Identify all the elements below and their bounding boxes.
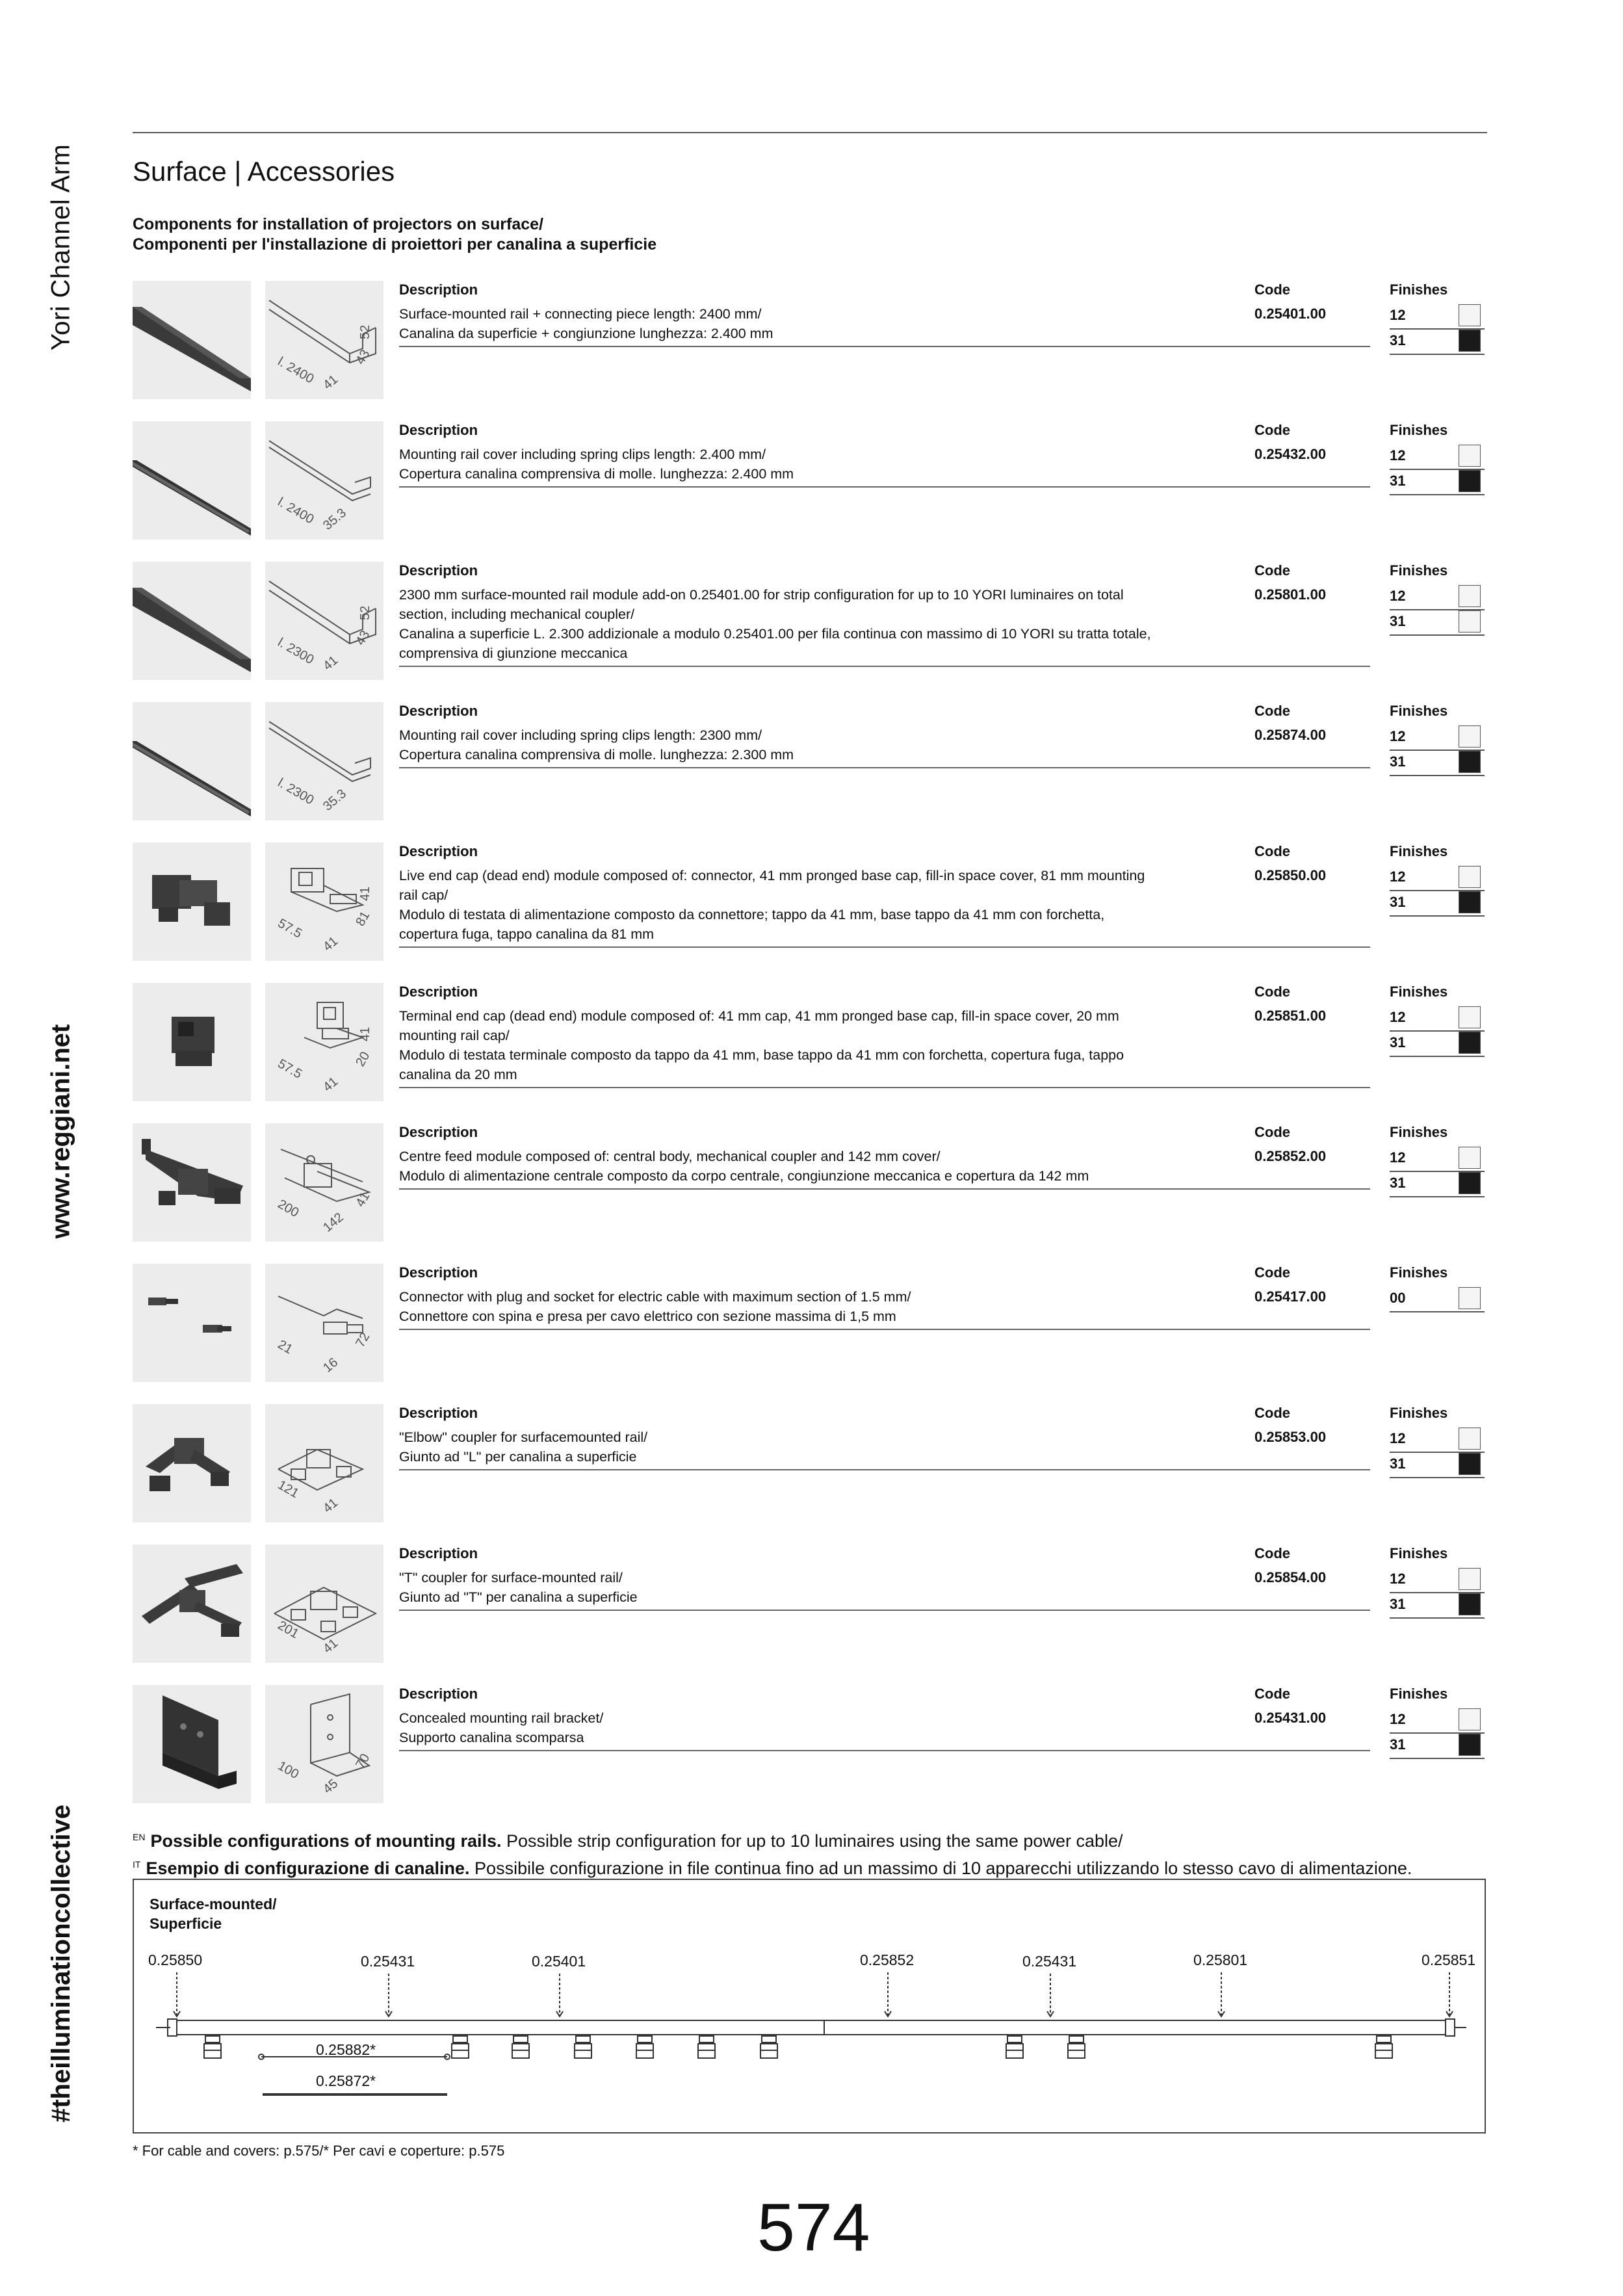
description-text [399, 1287, 1238, 1326]
rail-photo [133, 281, 251, 399]
finish-swatch [1459, 1172, 1481, 1194]
code-block [1254, 1123, 1326, 1166]
product-row [133, 1404, 1487, 1524]
dimension-label: 201 [275, 1618, 302, 1642]
description-line: Supporto canalina scomparsa [399, 1730, 584, 1745]
finish-option [1390, 1428, 1485, 1453]
finish-option [1390, 445, 1485, 470]
description-line: Surface-mounted rail + connecting piece length: 2400 mm/ [399, 306, 762, 322]
product-code: 0.25401.00 [1254, 306, 1327, 322]
finish-option [1390, 470, 1485, 495]
finish-swatch [1459, 1287, 1481, 1309]
side-hashtag: #theilluminationcollective [46, 1804, 75, 2122]
description-block [399, 1545, 1374, 1607]
dimension-label: 41 [320, 1636, 341, 1656]
finish-swatch [1459, 1453, 1481, 1475]
code-header: Code [1254, 562, 1290, 579]
description-line: Modulo di testata di alimentazione composto da connettore; tappo da 41 mm, base tappo da 41 mm con forchetta, [399, 907, 1105, 922]
dimension-label: 57.5 [275, 916, 305, 941]
code-block [1254, 842, 1326, 885]
finish-code: 31 [1390, 1596, 1406, 1612]
config-label-4: 0.25431 [1022, 1953, 1077, 1970]
finishes-block [1390, 281, 1485, 355]
terminal-drawing [265, 983, 383, 1101]
finish-code: 31 [1390, 1175, 1406, 1191]
description-line: copertura fuga, tappo canalina da 81 mm [399, 926, 655, 942]
finish-swatch [1459, 1568, 1481, 1590]
dimension-label: 35.3 [320, 786, 350, 814]
product-code: 0.25432.00 [1254, 446, 1327, 462]
finish-code: 12 [1390, 1571, 1406, 1587]
connector-photo [133, 1264, 251, 1382]
finishes-header: Finishes [1390, 1124, 1448, 1140]
dimension-label: 35.3 [320, 505, 350, 533]
code-header: Code [1254, 1264, 1290, 1281]
finishes-header: Finishes [1390, 1686, 1448, 1702]
description-block [399, 1685, 1374, 1747]
dimension-label: 52 [358, 605, 372, 620]
description-block [399, 281, 1374, 343]
dimension-label: 20 [353, 1049, 373, 1069]
dimension-label: 43 [353, 628, 373, 648]
finishes-header: Finishes [1390, 984, 1448, 1000]
description-rule [399, 1087, 1370, 1088]
code-header: Code [1254, 1686, 1290, 1702]
dimension-label: 41 [320, 1074, 341, 1095]
finish-code: 12 [1390, 307, 1406, 323]
description-text [399, 1708, 1238, 1747]
description-line: "Elbow" coupler for surfacemounted rail/ [399, 1429, 648, 1445]
tee-drawing [265, 1545, 383, 1663]
description-line: Connettore con spina e presa per cavo elettrico con sezione massima di 1,5 mm [399, 1309, 896, 1324]
product-row [133, 842, 1487, 962]
finishes-block [1390, 562, 1485, 636]
finish-swatch [1459, 1428, 1481, 1450]
description-line: Modulo di testata terminale composto da tappo da 41 mm, base tappo da 41 mm con forchetta, copertura fuga, tappo [399, 1047, 1124, 1063]
side-website[interactable]: www.reggiani.net [46, 1024, 75, 1238]
luminaire-2 [452, 2036, 469, 2058]
dimension-label: 57.5 [275, 1056, 305, 1082]
code-header: Code [1254, 422, 1290, 438]
product-code: 0.25874.00 [1254, 727, 1327, 743]
description-line: "T" coupler for surface-mounted rail/ [399, 1570, 623, 1585]
finish-option [1390, 585, 1485, 610]
description-block [399, 702, 1374, 764]
dimension-label: 41 [320, 653, 341, 673]
dimension-label: 41 [358, 886, 372, 901]
code-header: Code [1254, 281, 1290, 298]
description-line: comprensiva di giunzione meccanica [399, 646, 628, 661]
rail-drawing [265, 562, 383, 680]
luminaire-8 [1006, 2036, 1023, 2058]
product-code: 0.25851.00 [1254, 1008, 1327, 1024]
luminaire-9 [1068, 2036, 1085, 2058]
cover-photo [133, 421, 251, 540]
connector-drawing [265, 1264, 383, 1382]
finish-swatch [1459, 891, 1481, 913]
finish-code: 12 [1390, 1711, 1406, 1727]
product-code: 0.25850.00 [1254, 867, 1327, 883]
finish-swatch [1459, 304, 1481, 326]
description-line: rail cap/ [399, 887, 448, 903]
finish-option [1390, 304, 1485, 330]
description-rule [399, 486, 1370, 488]
finish-swatch [1459, 585, 1481, 607]
code-block [1254, 281, 1326, 324]
finish-option [1390, 1032, 1485, 1057]
code-header: Code [1254, 1405, 1290, 1421]
product-row [133, 1685, 1487, 1805]
dimension-label: l. 2300 [275, 635, 317, 668]
dimension-label: 43 [353, 347, 373, 367]
code-block [1254, 702, 1326, 745]
finish-option [1390, 1006, 1485, 1032]
config-en: $^{EN}$ Possible configurations of mounting rails. Possible strip configuration for up to 10 luminaires using the same power cable/ [133, 1831, 1123, 1851]
finishes-block [1390, 1404, 1485, 1478]
dimension-label: 72 [353, 1330, 373, 1350]
endcap-drawing [265, 842, 383, 961]
description-block [399, 983, 1374, 1084]
config-label-1: 0.25431 [361, 1953, 415, 1970]
config-rail-drawing [134, 1880, 1485, 2132]
finish-option [1390, 1708, 1485, 1734]
dimension-label: 121 [275, 1478, 302, 1502]
luminaire-7 [760, 2036, 777, 2058]
finish-swatch [1459, 725, 1481, 748]
code-header: Code [1254, 1124, 1290, 1140]
finish-code: 12 [1390, 447, 1406, 463]
dimension-label: 45 [320, 1776, 341, 1797]
description-header: Description [399, 1405, 478, 1421]
description-line: Mounting rail cover including spring clips length: 2300 mm/ [399, 727, 762, 743]
description-header: Description [399, 703, 478, 719]
product-code: 0.25853.00 [1254, 1429, 1327, 1445]
finish-swatch [1459, 445, 1481, 467]
finish-code: 31 [1390, 753, 1406, 770]
code-header: Code [1254, 703, 1290, 719]
description-line: section, including mechanical coupler/ [399, 607, 635, 622]
luminaire-3 [512, 2036, 529, 2058]
description-line: Concealed mounting rail bracket/ [399, 1710, 604, 1726]
description-line: Canalina da superficie + congiunzione lunghezza: 2.400 mm [399, 326, 773, 341]
config-label-5: 0.25801 [1193, 1951, 1248, 1968]
finishes-block [1390, 702, 1485, 776]
description-header: Description [399, 1686, 478, 1702]
description-line: Copertura canalina comprensiva di molle. lunghezza: 2.400 mm [399, 466, 794, 482]
config-description [133, 1825, 1498, 1880]
description-header: Description [399, 562, 478, 579]
dimension-label: 41 [320, 372, 341, 393]
description-header: Description [399, 843, 478, 859]
dimension-label: 142 [320, 1210, 346, 1235]
finish-swatch [1459, 1593, 1481, 1615]
cable-label: 0.25882* [316, 2041, 376, 2058]
config-it: $^{IT}$ Esempio di configurazione di canaline. Possibile configurazione in file continua fino ad un massimo di 10 apparecchi utilizzando lo stesso cavo di alimentazione. [133, 1859, 1412, 1878]
section-subtitle [133, 215, 656, 255]
description-text [399, 725, 1238, 764]
description-line: Terminal end cap (dead end) module composed of: 41 mm cap, 41 mm pronged base cap, fill-in space cover, 20 mm [399, 1008, 1119, 1024]
description-rule [399, 1188, 1370, 1190]
luminaire-10 [1375, 2036, 1392, 2058]
finish-swatch [1459, 1006, 1481, 1028]
description-rule [399, 767, 1370, 768]
description-header: Description [399, 1264, 478, 1281]
description-block [399, 421, 1374, 484]
cover-label: 0.25872* [316, 2072, 376, 2089]
product-code: 0.25854.00 [1254, 1569, 1327, 1585]
bracket-photo [133, 1685, 251, 1803]
dimension-label: 52 [358, 324, 372, 339]
rail-photo [133, 562, 251, 680]
finish-swatch [1459, 1147, 1481, 1169]
dimension-label: 70 [353, 1751, 373, 1771]
finishes-header: Finishes [1390, 281, 1448, 298]
finish-option [1390, 1568, 1485, 1593]
product-code: 0.25852.00 [1254, 1148, 1327, 1164]
finish-swatch [1459, 1734, 1481, 1756]
description-block [399, 562, 1374, 663]
finish-code: 12 [1390, 1430, 1406, 1446]
config-label-0: 0.25850 [148, 1951, 203, 1968]
config-box-label: Surface-mounted/ Superficie [149, 1896, 277, 1932]
finish-code: 12 [1390, 1149, 1406, 1166]
finish-code: 31 [1390, 1455, 1406, 1472]
finish-swatch [1459, 1708, 1481, 1730]
finish-code: 31 [1390, 613, 1406, 629]
product-row [133, 702, 1487, 822]
product-row [133, 983, 1487, 1102]
page-title: Surface | Accessories [133, 156, 395, 187]
dimension-label: 41 [320, 933, 341, 954]
finishes-header: Finishes [1390, 1264, 1448, 1281]
finishes-header: Finishes [1390, 1545, 1448, 1561]
centrefeed-photo [133, 1123, 251, 1242]
dimension-label: 200 [275, 1197, 302, 1221]
description-text [399, 1428, 1238, 1467]
code-header: Code [1254, 1545, 1290, 1561]
finish-code: 31 [1390, 894, 1406, 910]
top-rule [133, 132, 1487, 133]
finish-option [1390, 1453, 1485, 1478]
product-code: 0.25417.00 [1254, 1288, 1327, 1305]
finishes-header: Finishes [1390, 843, 1448, 859]
finish-code: 31 [1390, 473, 1406, 489]
luminaire-1 [204, 2036, 221, 2058]
centrefeed-drawing [265, 1123, 383, 1242]
side-product-name: Yori Channel Arm [46, 144, 75, 350]
config-diagram [133, 1879, 1486, 2133]
description-header: Description [399, 1545, 478, 1561]
finish-code: 12 [1390, 868, 1406, 885]
finishes-block [1390, 1685, 1485, 1759]
description-text [399, 585, 1238, 663]
terminal-photo [133, 983, 251, 1101]
description-line: Giunto ad "T" per canalina a superficie [399, 1589, 638, 1605]
code-block [1254, 1404, 1326, 1447]
finish-code: 00 [1390, 1290, 1406, 1306]
finishes-block [1390, 1123, 1485, 1197]
finish-option [1390, 330, 1485, 355]
code-block [1254, 421, 1326, 464]
code-block [1254, 983, 1326, 1026]
config-label-6: 0.25851 [1422, 1951, 1476, 1968]
dimension-label: l. 2300 [275, 776, 317, 808]
description-header: Description [399, 984, 478, 1000]
finishes-block [1390, 421, 1485, 495]
finishes-block [1390, 1264, 1485, 1312]
description-text [399, 866, 1238, 944]
elbow-photo [133, 1404, 251, 1522]
dimension-label: 41 [358, 1026, 372, 1041]
tee-photo [133, 1545, 251, 1663]
finish-swatch [1459, 751, 1481, 773]
luminaire-6 [698, 2036, 715, 2058]
finish-option [1390, 610, 1485, 636]
description-line: 2300 mm surface-mounted rail module add-on 0.25401.00 for strip configuration for up to 10 YORI luminaires on total [399, 587, 1124, 603]
subtitle-en: Components for installation of projectors on surface/ [133, 215, 544, 233]
description-rule [399, 946, 1370, 948]
description-line: Centre feed module composed of: central body, mechanical coupler and 142 mm cover/ [399, 1149, 941, 1164]
rail-drawing [265, 281, 383, 399]
finish-swatch [1459, 866, 1481, 888]
description-line: Giunto ad "L" per canalina a superficie [399, 1449, 637, 1465]
description-rule [399, 666, 1370, 667]
footnote: * For cable and covers: p.575/* Per cavi e coperture: p.575 [133, 2143, 505, 2159]
subtitle-it: Componenti per l'installazione di proiettori per canalina a superficie [133, 235, 657, 254]
description-line: Connector with plug and socket for electric cable with maximum section of 1.5 mm/ [399, 1289, 911, 1305]
finishes-header: Finishes [1390, 422, 1448, 438]
finish-option [1390, 1734, 1485, 1759]
code-block [1254, 1685, 1326, 1728]
description-text [399, 1568, 1238, 1607]
luminaire-4 [575, 2036, 591, 2058]
finishes-block [1390, 842, 1485, 917]
finish-code: 31 [1390, 332, 1406, 348]
description-header: Description [399, 281, 478, 298]
finish-code: 12 [1390, 1009, 1406, 1025]
finish-swatch [1459, 470, 1481, 492]
cover-drawing [265, 702, 383, 820]
product-code: 0.25801.00 [1254, 586, 1327, 603]
product-code: 0.25431.00 [1254, 1710, 1327, 1726]
dimension-label: 41 [320, 1495, 341, 1516]
description-rule [399, 1329, 1370, 1330]
dimension-label: 100 [275, 1758, 302, 1782]
finish-option [1390, 1172, 1485, 1197]
finishes-header: Finishes [1390, 562, 1448, 579]
code-header: Code [1254, 984, 1290, 1000]
code-block [1254, 562, 1326, 605]
dimension-label: 81 [353, 909, 373, 929]
description-rule [399, 346, 1370, 347]
finish-code: 31 [1390, 1736, 1406, 1753]
description-text [399, 445, 1238, 484]
finishes-block [1390, 983, 1485, 1057]
product-row [133, 421, 1487, 541]
description-header: Description [399, 1124, 478, 1140]
dimension-label: l. 2400 [275, 495, 317, 527]
description-text [399, 1006, 1238, 1084]
finish-option [1390, 1593, 1485, 1619]
description-block [399, 1123, 1374, 1186]
finish-option [1390, 1147, 1485, 1172]
finish-code: 12 [1390, 728, 1406, 744]
finishes-header: Finishes [1390, 703, 1448, 719]
code-block [1254, 1545, 1326, 1587]
finish-option [1390, 725, 1485, 751]
finishes-block [1390, 1545, 1485, 1619]
description-rule [399, 1610, 1370, 1611]
description-header: Description [399, 422, 478, 438]
description-line: Live end cap (dead end) module composed of: connector, 41 mm pronged base cap, fill-in space cover, 81 mm mounting [399, 868, 1145, 883]
code-block [1254, 1264, 1326, 1307]
finish-option [1390, 1287, 1485, 1312]
description-line: canalina da 20 mm [399, 1067, 517, 1082]
description-text [399, 1147, 1238, 1186]
description-line: Copertura canalina comprensiva di molle. lunghezza: 2.300 mm [399, 747, 794, 763]
description-block [399, 1404, 1374, 1467]
finish-code: 31 [1390, 1034, 1406, 1050]
finish-swatch [1459, 610, 1481, 633]
description-text [399, 304, 1238, 343]
description-line: Mounting rail cover including spring clips length: 2.400 mm/ [399, 447, 766, 462]
dimension-label: 41 [353, 1190, 373, 1210]
description-line: mounting rail cap/ [399, 1028, 510, 1043]
finish-swatch [1459, 1032, 1481, 1054]
finish-code: 12 [1390, 588, 1406, 604]
luminaire-5 [636, 2036, 653, 2058]
description-rule [399, 1750, 1370, 1751]
endcap-photo [133, 842, 251, 961]
description-line: Canalina a superficie L. 2.300 addizionale a modulo 0.25401.00 per fila continua con massimo di 10 YORI su tratta totale, [399, 626, 1151, 642]
description-line: Modulo di alimentazione centrale composto da corpo centrale, congiunzione meccanica e copertura da 142 mm [399, 1168, 1089, 1184]
product-row [133, 1545, 1487, 1664]
code-header: Code [1254, 843, 1290, 859]
dimension-label: l. 2400 [275, 354, 317, 387]
elbow-drawing [265, 1404, 383, 1522]
finish-option [1390, 751, 1485, 776]
description-block [399, 842, 1374, 944]
product-row [133, 1264, 1487, 1383]
description-block [399, 1264, 1374, 1326]
cover-drawing [265, 421, 383, 540]
finish-option [1390, 866, 1485, 891]
product-row [133, 562, 1487, 681]
dimension-label: 16 [320, 1355, 341, 1376]
product-row [133, 1123, 1487, 1243]
cover-photo [133, 702, 251, 820]
page-number: 574 [757, 2190, 870, 2265]
product-row [133, 281, 1487, 400]
config-label-3: 0.25852 [860, 1951, 915, 1968]
description-rule [399, 1469, 1370, 1470]
config-label-2: 0.25401 [532, 1953, 586, 1970]
finish-swatch [1459, 330, 1481, 352]
finish-option [1390, 891, 1485, 917]
dimension-label: 21 [275, 1337, 295, 1357]
finishes-header: Finishes [1390, 1405, 1448, 1421]
bracket-drawing [265, 1685, 383, 1803]
